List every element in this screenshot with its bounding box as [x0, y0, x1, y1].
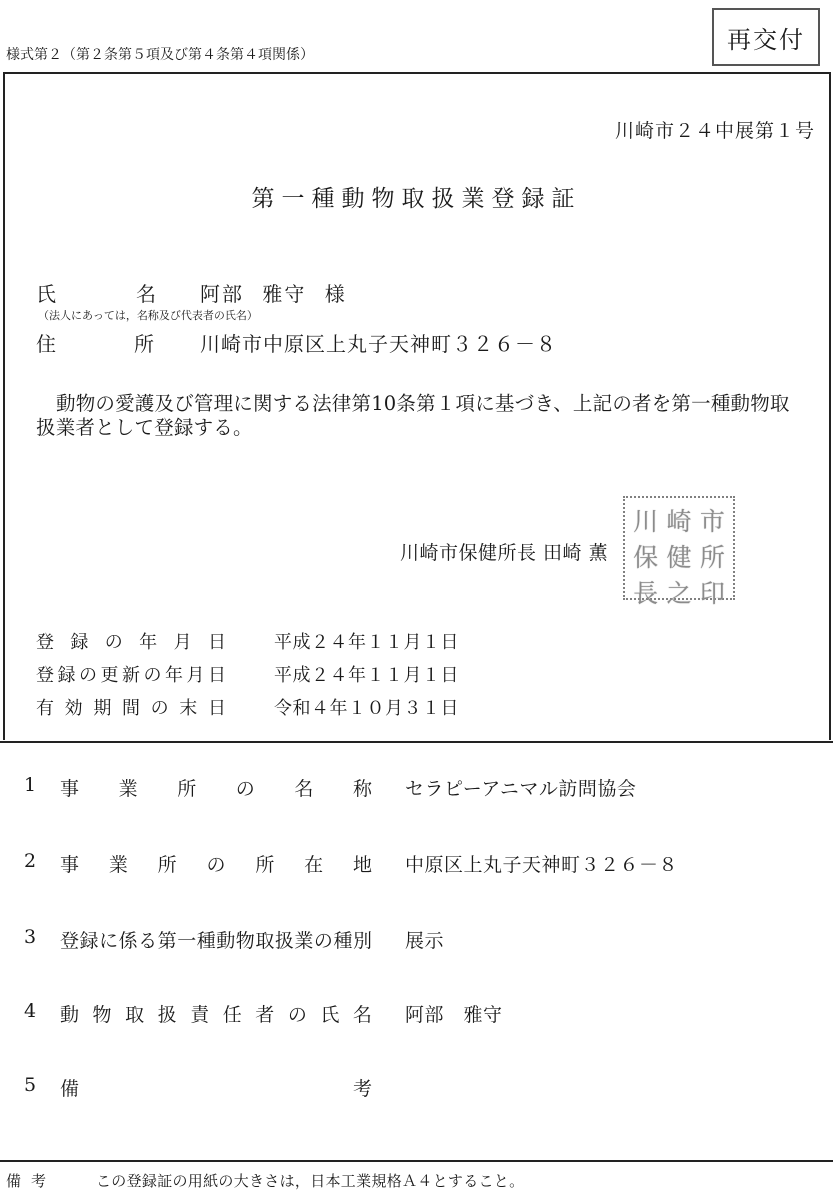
item-number: 5 — [24, 1074, 37, 1096]
item-label-char: 別 — [352, 930, 372, 952]
item-label-char: の — [235, 778, 255, 800]
item-label-char: 責 — [190, 1004, 210, 1026]
item-label-char: 事 — [60, 854, 80, 876]
item-value: 中原区上丸子天神町３２６－８ — [405, 854, 679, 876]
address-label-2: 所 — [134, 332, 154, 356]
item-value: セラピーアニマル訪問協会 — [405, 778, 637, 800]
date-label-char: 日 — [207, 698, 226, 719]
date-label-char: 効 — [64, 698, 83, 719]
item-label-char: 扱 — [157, 1004, 177, 1026]
date-label — [36, 628, 226, 654]
item-label-char: 業 — [118, 778, 138, 800]
item-label-char: 動 — [60, 1004, 80, 1026]
item-label-char: に — [99, 930, 119, 952]
item-label-char: の — [206, 854, 226, 876]
seal-char: 印 — [699, 579, 725, 608]
item-label-char: 在 — [304, 854, 324, 876]
item-label-char: 取 — [125, 1004, 145, 1026]
item-label-char: 事 — [60, 778, 80, 800]
date-label-char: 録 — [70, 632, 89, 653]
item-label-char: 地 — [352, 854, 372, 876]
item-label-char: 物 — [92, 1004, 112, 1026]
item-label-char: 業 — [294, 930, 314, 952]
date-label-char: 日 — [207, 632, 226, 653]
seal-char: 所 — [699, 543, 725, 572]
certificate-title: 第一種動物取扱業登録証 — [251, 186, 582, 212]
seal-char: 長 — [633, 579, 659, 608]
date-label — [36, 661, 226, 687]
date-label-char: の — [143, 665, 162, 686]
date-label-char: 年 — [139, 632, 158, 653]
date-label-char: の — [150, 698, 169, 719]
reissue-stamp: 再交付 — [712, 8, 820, 66]
date-label-char: 新 — [122, 665, 140, 686]
item-label-char: 氏 — [320, 1004, 340, 1026]
item-label-char: 所 — [177, 778, 197, 800]
issuer: 川崎市保健所長 田崎 薫 — [400, 542, 609, 564]
item-label-char: 備 — [60, 1078, 80, 1100]
item-label-char: 録 — [79, 930, 99, 952]
item-number: 3 — [24, 926, 37, 948]
item-label-char: 種 — [196, 930, 216, 952]
name-label: 氏 — [36, 282, 56, 306]
seal-char: 市 — [699, 507, 725, 536]
date-label-char: 録 — [57, 665, 76, 686]
footer-note: この登録証の用紙の大きさは，日本工業規格Ａ４とすること。 — [96, 1172, 525, 1190]
item-label-char: 係 — [118, 930, 138, 952]
date-label-char: 更 — [100, 665, 119, 686]
date-value: 令和４年１０月３１日 — [274, 698, 459, 719]
item-label-char: 登 — [60, 930, 80, 952]
date-label-char: 日 — [208, 665, 226, 686]
date-label-char: 間 — [121, 698, 140, 719]
date-label-char: 月 — [186, 665, 205, 686]
date-value: 平成２４年１１月１日 — [274, 632, 459, 653]
item-label — [60, 926, 372, 953]
item-label-char: 名 — [352, 1004, 372, 1026]
date-label-char: 登 — [36, 632, 54, 653]
item-label-char: 第 — [157, 930, 177, 952]
date-label-char: 末 — [179, 698, 198, 719]
item-label-char: 物 — [235, 930, 255, 952]
date-label-char: の — [79, 665, 97, 686]
corporate-note: （法人にあっては，名称及び代表者の氏名） — [38, 309, 258, 322]
item-label-char: 考 — [352, 1078, 372, 1100]
date-label-char: 年 — [165, 665, 183, 686]
date-label-char: 有 — [36, 698, 54, 719]
holder-address: 川崎市中原区上丸子天神町３２６－８ — [200, 332, 557, 356]
item-number: 2 — [24, 850, 37, 872]
item-label — [60, 1074, 372, 1101]
item-label-char: の — [287, 1004, 307, 1026]
item-label — [60, 774, 372, 801]
section-divider — [0, 741, 833, 743]
registration-number: 川崎市２４中展第１号 — [614, 120, 815, 142]
certification-statement: 動物の愛護及び管理に関する法律第10条第１項に基づき、上記の者を第一種動物取扱業者として登録する。 — [36, 392, 790, 439]
item-label-char: 扱 — [274, 930, 294, 952]
item-label-char: 任 — [222, 1004, 242, 1026]
item-number: 1 — [24, 774, 37, 796]
item-number: 4 — [24, 1000, 37, 1022]
address-label: 住 — [36, 332, 56, 356]
item-label-char: 名 — [294, 778, 314, 800]
footer-label: 備考 — [6, 1172, 57, 1190]
item-label-char: 一 — [177, 930, 197, 952]
item-label-char: 業 — [108, 854, 128, 876]
form-label: 様式第２（第２条第５項及び第４条第４項関係） — [6, 47, 314, 63]
seal-char: 之 — [666, 579, 692, 608]
date-label-char: の — [104, 632, 123, 653]
item-label-char: る — [138, 930, 158, 952]
date-label-char: 月 — [173, 632, 192, 653]
seal-char: 保 — [633, 543, 659, 572]
item-label-char: 動 — [216, 930, 236, 952]
item-label-char: 称 — [352, 778, 372, 800]
official-seal — [623, 496, 735, 608]
item-label-char: 者 — [255, 1004, 275, 1026]
item-label — [60, 1000, 372, 1027]
item-label-char: 種 — [333, 930, 353, 952]
item-value: 展示 — [405, 930, 445, 952]
item-value: 阿部 雅守 — [405, 1004, 503, 1026]
item-label-char: の — [313, 930, 333, 952]
date-label — [36, 694, 226, 720]
date-label-char: 登 — [36, 665, 54, 686]
item-label — [60, 850, 372, 877]
seal-char: 崎 — [666, 507, 692, 536]
item-label-char: 取 — [255, 930, 275, 952]
seal-char: 健 — [666, 543, 692, 572]
name-label-2: 名 — [136, 282, 156, 306]
item-label-char: 所 — [255, 854, 275, 876]
holder-name: 阿部 雅守 様 — [200, 282, 347, 306]
date-label-char: 期 — [93, 698, 112, 719]
seal-char: 川 — [633, 507, 659, 536]
date-value: 平成２４年１１月１日 — [274, 665, 459, 686]
item-label-char: 所 — [157, 854, 177, 876]
footer-divider — [0, 1160, 833, 1162]
